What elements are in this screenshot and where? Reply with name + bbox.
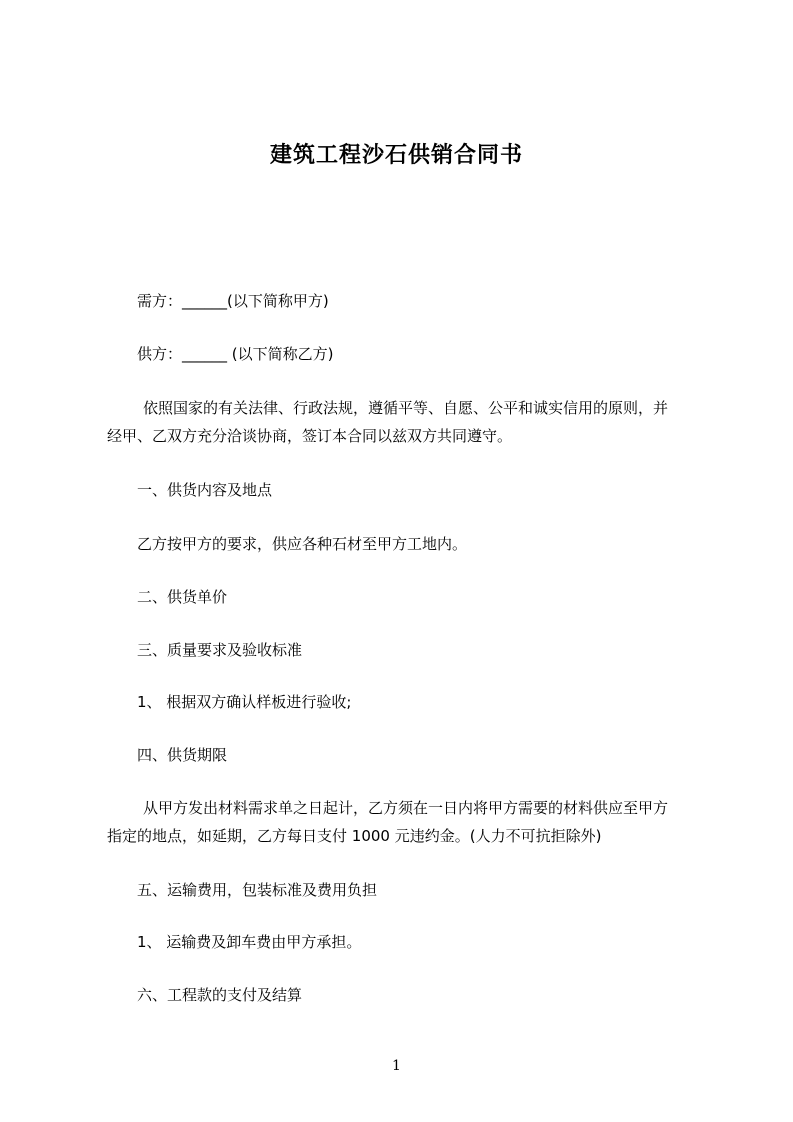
- section-4-heading: 四、供货期限: [137, 746, 228, 764]
- section-4-line-1: 从甲方发出材料需求单之日起计，乙方须在一日内将甲方需要的材料供应至甲方: [143, 799, 669, 817]
- intro-line-2: 经甲、乙双方充分洽谈协商，签订本合同以兹双方共同遵守。: [107, 427, 513, 445]
- page-number: 1: [392, 1058, 401, 1074]
- intro-line-1: 依照国家的有关法律、行政法规，遵循平等、自愿、公平和诚实信用的原则，并: [143, 399, 669, 417]
- section-5-heading: 五、运输费用，包装标准及费用负担: [137, 881, 378, 899]
- section-3-item-1: 1、 根据双方确认样板进行验收;: [137, 693, 352, 711]
- section-6-heading: 六、工程款的支付及结算: [137, 986, 303, 1004]
- party-a-line: 需方：______(以下简称甲方): [137, 292, 329, 310]
- party-b-line: 供方：______ (以下简称乙方): [137, 345, 334, 363]
- section-2-heading: 二、供货单价: [137, 588, 228, 606]
- section-4-line-2: 指定的地点，如延期，乙方每日支付 1000 元违约金。(人力不可抗拒除外): [107, 827, 602, 845]
- section-1-heading: 一、供货内容及地点: [137, 481, 273, 499]
- section-3-heading: 三、质量要求及验收标准: [137, 641, 303, 659]
- document-title: 建筑工程沙石供销合同书: [269, 143, 523, 168]
- section-5-item-1: 1、 运输费及卸车费由甲方承担。: [137, 933, 362, 951]
- section-1-body: 乙方按甲方的要求，供应各种石材至甲方工地内。: [137, 535, 468, 553]
